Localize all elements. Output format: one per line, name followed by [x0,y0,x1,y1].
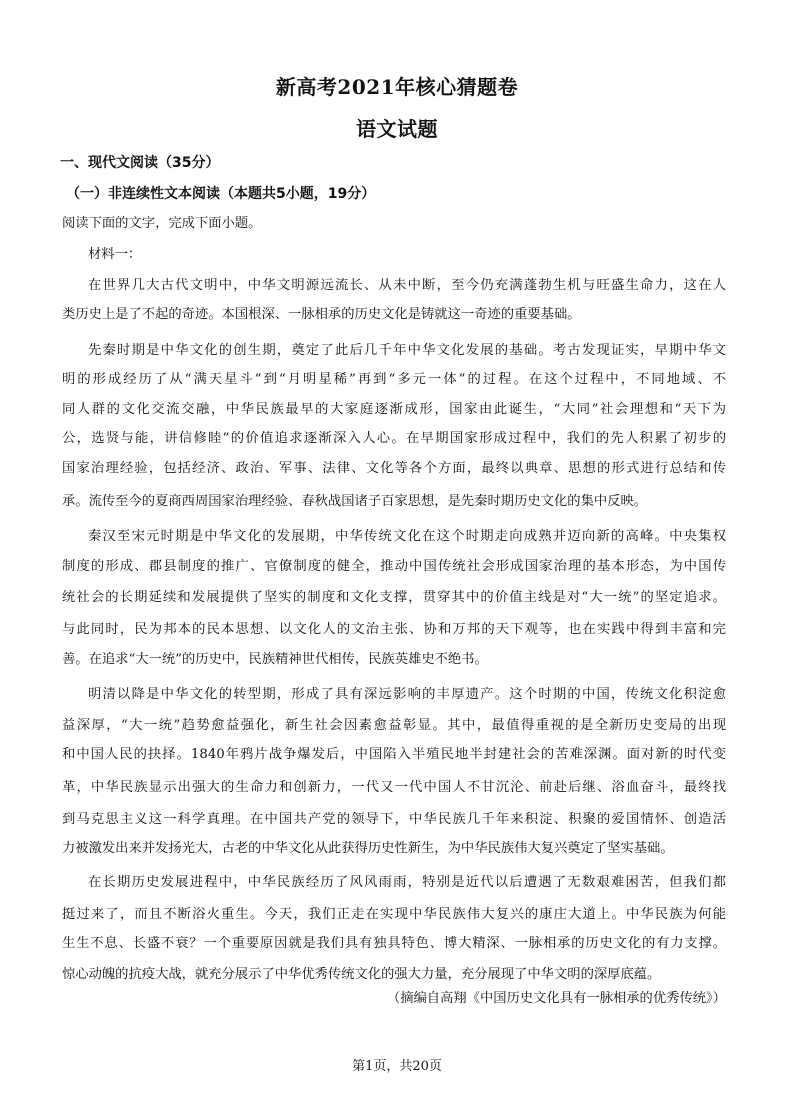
instruction-text: 阅读下面的文字，完成下面小题。 [62,216,262,231]
passage-line: 明的形成经历了从“满天星斗”到“月明星稀”再到“多元一体”的过程。在这个过程中，不同地域、不 [62,372,726,387]
passage-line: 生生不息、长盛不衰？一个重要原因就是我们具有独具特色、博大精深、一脉相承的历史文化的有力支撑。 [62,936,726,951]
passage-line: 与此同时，民为邦本的民本思想、以文化人的文治主张、协和万邦的天下观等，也在实践中得到丰富和完 [62,622,726,637]
passage-line: 明清以降是中华文化的转型期，形成了具有深远影响的丰厚遗产。这个时期的中国，传统文化积淀愈 [88,687,726,702]
passage-line: 类历史上是了不起的奇迹。本国根深、一脉相承的历史文化是铸就这一奇迹的重要基础。 [62,307,581,322]
passage-line: 力被激发出来并发扬光大，古老的中华文化从此获得历史性新生，为中华民族伟大复兴奠定了坚实基础。 [62,841,674,856]
passage-line: 和中国人民的抉择。1840年鸦片战争爆发后，中国陷入半殖民地半封建社会的苦难深渊。面对新的时代变 [62,747,726,762]
passage-line: 善。在追求“大一统”的历史中，民族精神世代相传，民族英雄史不绝书。 [62,652,488,667]
passage-line: 秦汉至宋元时期是中华文化的发展期，中华传统文化在这个时期走向成熟并迈向新的高峰。中央集权 [88,529,726,544]
exam-title: 新高考2021年核心猜题卷 [275,75,519,99]
source-citation: （摘编自高翔《中国历史文化具有一脉相承的优秀传统》） [386,991,726,1006]
passage-line: 统社会的长期延续和发展提供了坚实的制度和文化支撑，贯穿其中的价值主线是对“大一统”的坚定追求。 [62,590,726,605]
material-label: 材料一： [88,247,142,262]
subsection-heading: （一）非连续性文本阅读（本题共5小题，19分） [66,186,376,202]
passage-line: 惊心动魄的抗疫大战，就充分展示了中华优秀传统文化的强大力量，充分展现了中华文明的深厚底蕴。 [62,967,661,982]
passage-line: 益深厚，“大一统”趋势愈益强化，新生社会因素愈益彰显。其中，最值得重视的是全新历史变局的出现 [62,718,726,733]
passage-line: 同人群的文化交流交融，中华民族最早的大家庭逐渐成形，国家由此诞生，“大同”社会理想和“天下为 [62,402,726,417]
passage-line: 革，中华民族显示出强大的生命力和创新力，一代又一代中国人不甘沉沦、前赴后继、浴血奋斗，最终找 [62,780,726,795]
passage-line: 在长期历史发展进程中，中华民族经历了风风雨雨，特别是近代以后遭遇了无数艰难困苦，但我们都 [88,875,726,890]
passage-line: 到马克思主义这一科学真理。在中国共产党的领导下，中华民族几千年来积淀、积聚的爱国情怀、创造活 [62,812,726,827]
page-footer: 第1页，共20页 [352,1059,442,1074]
passage-line: 承。流传至今的夏商西周国家治理经验、春秋战国诸子百家思想，是先秦时期历史文化的集中反映。 [62,494,648,509]
exam-subtitle: 语文试题 [356,117,438,141]
passage-line: 挺过来了，而且不断浴火重生。今天，我们正走在实现中华民族伟大复兴的康庄大道上。中华民族为何能 [62,907,726,922]
section-heading: 一、现代文阅读（35分） [60,155,220,171]
passage-line: 制度的形成、郡县制度的推广、官僚制度的健全，推动中国传统社会形成国家治理的基本形态，为中国传 [62,559,726,574]
passage-line: 公，选贤与能，讲信修睦”的价值追求逐渐深入人心。在早期国家形成过程中，我们的先人积累了初步的 [62,431,726,446]
passage-line: 国家治理经验，包括经济、政治、军事、法律、文化等各个方面，最终以典章、思想的形式进行总结和传 [62,461,726,476]
passage-line: 先秦时期是中华文化的创生期，奠定了此后几千年中华文化发展的基础。考古发现证实，早期中华文 [88,343,726,358]
passage-line: 在世界几大古代文明中，中华文明源远流长、从未中断，至今仍充满蓬勃生机与旺盛生命力，这在人 [88,278,726,293]
